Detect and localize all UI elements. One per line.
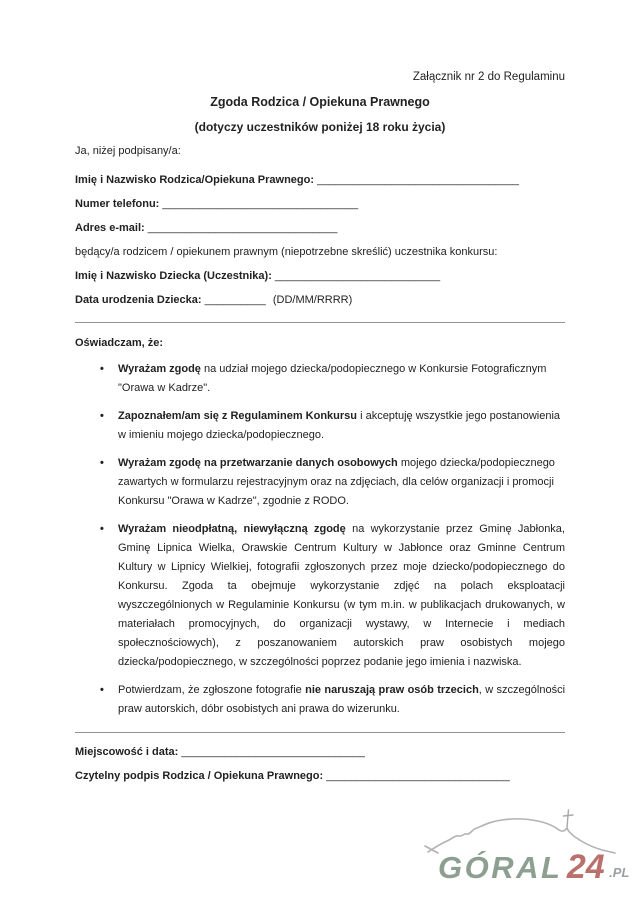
separator-line-bottom [75,732,565,733]
logo-text-24: 24 [566,848,605,886]
field-birth-date-blank: __________ [204,294,266,306]
field-phone-label: Numer telefonu: [75,198,160,210]
declaration-heading: Oświadczam, że: [75,337,164,349]
logo-text-goral: GÓRAL [438,850,563,885]
field-signature-blank: ______________________________ [326,770,510,782]
field-phone-blank: ________________________________ [162,198,359,210]
field-parent-name [75,173,565,188]
declaration-list [75,360,565,719]
attachment-note: Załącznik nr 2 do Regulaminu [412,71,565,83]
field-child-name [75,269,565,284]
field-place-date [75,745,565,760]
declaration-bullet: • Zapoznałem/am się z Regulaminem Konkursu i akceptuję wszystkie jego postanowienia w imieniu mojego dziecka/podopiecznego. [75,407,565,445]
field-birth-date-label: Data urodzenia Dziecka: [75,294,202,306]
mountain-outline-icon [425,819,567,853]
goral24-logo-graphic [420,788,631,893]
declaration-bullet: • Wyrażam zgodę na udział mojego dziecka/podopiecznego w Konkursie Fotograficznym "Orawa w Kadrze". [75,360,565,398]
document-title: Zgoda Rodzica / Opiekuna Prawnego [210,95,430,109]
field-signature [75,769,565,784]
field-place-date-label: Miejscowość i data: [75,746,179,758]
declaration-bullet: • Potwierdzam, że zgłoszone fotografie nie naruszają praw osób trzecich, w szczególności praw autorskich, dóbr osobistych ani prawa do wizerunku. [75,681,565,719]
field-signature-label: Czytelny podpis Rodzica / Opiekuna Prawnego: [75,770,324,782]
field-phone [75,197,565,212]
document-content [75,70,565,793]
field-email [75,221,565,236]
field-birth-date [75,293,565,308]
field-place-date-blank: ______________________________ [181,746,365,758]
logo-text-pl: .PL [609,865,630,880]
field-email-blank: _______________________________ [147,222,338,234]
field-parent-name-label: Imię i Nazwisko Rodzica/Opiekuna Prawnego: [75,174,315,186]
field-parent-name-blank: _________________________________ [317,174,519,186]
goral24-logo [420,788,631,893]
declaration-bullet: • Wyrażam nieodpłatną, niewyłączną zgodę na wykorzystanie przez Gminę Jabłonka, Gminę Lipnica Wielka, Orawskie Centrum Kultury w Jabłonce oraz Gminne Centrum Kultury w Lipnicy Wielkiej, fotografii zgłoszonych przez moje dziecko/podopiecznego do Konkursu. Zgoda ta obejmuje wykorzystanie zdjęć na polach eksploatacji wyszczególnionych w Regulaminie Konkursu (w tym m.in. w publikacjach drukowanych, w materiałach promocyjnych, do organizacji wystawy, w Internecie i mediach społecznościowych), z poszanowaniem autorskich praw osobistych mojego dziecka/podopiecznego, w szczególności poprzez podanie jego imienia i nazwiska. [75,520,565,672]
document-subtitle: (dotyczy uczestników poniżej 18 roku życia) [194,120,446,134]
field-child-name-label: Imię i Nazwisko Dziecka (Uczestnika): [75,270,272,282]
intro-line: Ja, niżej podpisany/a: [75,145,181,157]
summit-cross-icon [564,810,574,828]
logo-text [438,848,629,886]
field-child-name-blank: ___________________________ [274,270,441,282]
relation-note: będący/a rodzicem / opiekunem prawnym (niepotrzebne skreślić) uczestnika konkursu: [75,246,498,258]
separator-line-top [75,322,565,323]
field-email-label: Adres e-mail: [75,222,145,234]
field-birth-date-format: (DD/MM/RRRR) [272,294,353,306]
declaration-bullet: • Wyrażam zgodę na przetwarzanie danych osobowych mojego dziecka/podopiecznego zawartych w formularzu rejestracyjnym oraz na zdjęciach, dla celów organizacji i promocji Konkursu "Orawa w Kadrze", zgodnie z RODO. [75,454,565,511]
